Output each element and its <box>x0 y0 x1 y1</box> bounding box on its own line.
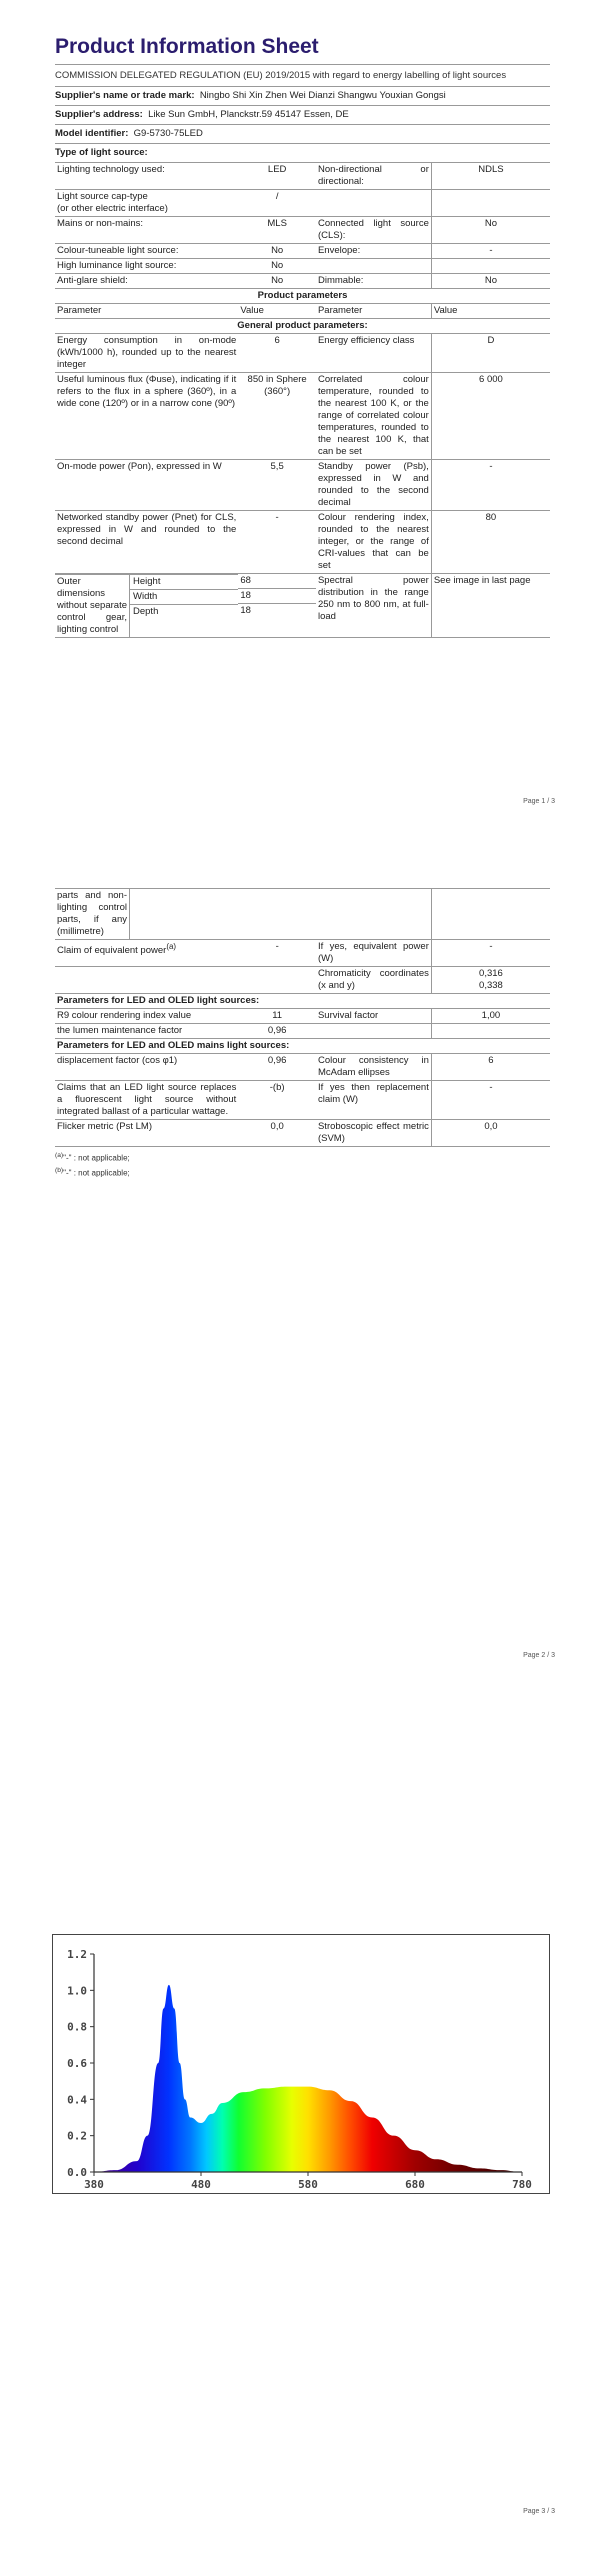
dim-height-label: Height <box>130 575 238 590</box>
y-tick-label: 1.2 <box>67 1948 87 1961</box>
mains-value-2: 0,0 <box>431 1120 550 1147</box>
general-value-2: - <box>431 460 550 511</box>
page2-row <box>55 967 550 994</box>
footnote-b-text: "-" : not applicable; <box>63 1168 130 1178</box>
mains-value: 0,0 <box>238 1120 316 1147</box>
type-table <box>55 162 550 288</box>
dimensions-continued-cell <box>55 889 238 940</box>
page2-value-2: - <box>431 940 550 967</box>
type-parameter-2 <box>316 190 431 217</box>
dim-width-value: 18 <box>238 589 316 604</box>
footnote-a-mark: (a) <box>55 1152 64 1159</box>
header-value-2: Value <box>431 304 550 319</box>
type-parameter: Lighting technology used: <box>55 163 238 190</box>
led-parameter-2: Survival factor <box>316 1009 431 1024</box>
page2-row <box>55 940 550 967</box>
led-value: 11 <box>238 1009 316 1024</box>
type-parameter-2: Dimmable: <box>316 274 431 289</box>
page2-parameter-2: If yes, equivalent power (W) <box>316 940 431 967</box>
page2-parameter <box>55 967 238 994</box>
type-parameter: Anti-glare shield: <box>55 274 238 289</box>
dim-depth-label: Depth <box>133 606 159 617</box>
type-parameter: High luminance light source: <box>55 259 238 274</box>
general-row <box>55 511 550 574</box>
page-number-2: Page 2 / 3 <box>523 1652 555 1659</box>
general-value: 6 <box>238 334 316 373</box>
spectral-power-chart <box>52 1934 550 2194</box>
general-value-2: 80 <box>431 511 550 574</box>
led-parameter: R9 colour rendering index value <box>55 1009 238 1024</box>
page2-parameter-text: Claim of equivalent power <box>57 945 167 957</box>
supplier-name: Ningbo Shi Xin Zhen Wei Dianzi Shangwu Youxian Gongsi <box>199 90 446 101</box>
page2-value: - <box>238 940 316 967</box>
footnote-b <box>55 1165 550 1180</box>
dimensions-label: Outer dimensions without separate control gear, lighting control <box>55 575 130 638</box>
supplier-address: Like Sun GmbH, Planckstr.59 45147 Essen, DE <box>148 109 349 120</box>
dim-width-label: Width <box>130 590 238 605</box>
type-parameter-2: Envelope: <box>316 244 431 259</box>
led-parameter: the lumen maintenance factor <box>55 1024 238 1039</box>
mains-row <box>55 1120 550 1147</box>
mains-value: 0,96 <box>238 1054 316 1081</box>
type-parameter-2 <box>316 259 431 274</box>
regulation-text: COMMISSION DELEGATED REGULATION (EU) 2019/2015 with regard to energy labelling of light sources <box>55 64 550 86</box>
mains-value-2: - <box>431 1081 550 1120</box>
page-2 <box>0 820 603 1670</box>
supplier-address-label: Supplier's address: <box>55 109 143 120</box>
type-row <box>55 244 550 259</box>
type-row <box>55 274 550 289</box>
model-identifier: G9-5730-75LED <box>133 128 203 139</box>
page2-parameter-2: Chromaticity coordinates (x and y) <box>316 967 431 994</box>
x-tick-label: 480 <box>191 2178 211 2191</box>
general-row <box>55 373 550 460</box>
x-tick-label: 680 <box>405 2178 425 2191</box>
type-heading: Type of light source: <box>55 147 148 158</box>
document-title: Product Information Sheet <box>55 35 319 58</box>
y-tick-label: 0.8 <box>67 2020 87 2034</box>
led-parameters-heading: Parameters for LED and OLED light sources: <box>55 994 550 1009</box>
general-row <box>55 334 550 373</box>
type-value-2 <box>431 259 550 274</box>
general-value-2: D <box>431 334 550 373</box>
mains-parameter-2: If yes then replacement claim (W) <box>316 1081 431 1120</box>
mains-parameter: displacement factor (cos φ1) <box>55 1054 238 1081</box>
type-row <box>55 259 550 274</box>
general-parameter: Useful luminous flux (Φuse), indicating if it refers to the flux in a sphere (360º), in a wide cone (120º) or in a narrow cone (90º) <box>55 373 238 460</box>
general-parameter: Networked standby power (Pnet) for CLS, expressed in W and rounded to the second decimal <box>55 511 238 574</box>
spectral-distribution-label: Spectral power distribution in the range 250 nm to 800 nm, at full-load <box>316 574 431 638</box>
header-parameter-2: Parameter <box>316 304 431 319</box>
general-parameters-heading: General product parameters: <box>55 319 550 334</box>
type-parameter-2: Non-directional or directional: <box>316 163 431 190</box>
footnote-a-text: "-" : not applicable; <box>63 1153 130 1163</box>
model-line <box>55 124 550 143</box>
type-value: MLS <box>238 217 316 244</box>
spectral-distribution-value: See image in last page <box>431 574 550 638</box>
type-value-2: NDLS <box>431 163 550 190</box>
general-row <box>55 460 550 511</box>
page-1 <box>0 0 603 820</box>
supplier-name-label: Supplier's name or trade mark: <box>55 90 195 101</box>
page2-value-2: 0,316 0,338 <box>431 967 550 994</box>
page-3 <box>0 1670 603 2560</box>
x-tick-label: 580 <box>298 2178 318 2191</box>
general-value: - <box>238 511 316 574</box>
type-value: No <box>238 259 316 274</box>
general-parameter: Energy consumption in on-mode (kWh/1000 h), rounded up to the nearest integer <box>55 334 238 373</box>
led-row <box>55 1009 550 1024</box>
type-parameter: Mains or non-mains: <box>55 217 238 244</box>
type-parameter: Light source cap-type (or other electric interface) <box>55 190 238 217</box>
info-sheet-page-2 <box>55 888 550 1179</box>
type-value-2: No <box>431 217 550 244</box>
footnotes <box>55 1150 550 1179</box>
general-parameter: On-mode power (Pon), expressed in W <box>55 460 238 511</box>
type-value-2 <box>431 190 550 217</box>
y-tick-label: 0.4 <box>67 2093 87 2107</box>
type-row <box>55 190 550 217</box>
type-heading-line <box>55 143 550 162</box>
page2-value <box>238 967 316 994</box>
model-label: Model identifier: <box>55 128 129 139</box>
page-number-1: Page 1 / 3 <box>523 798 555 805</box>
mains-parameters-heading: Parameters for LED and OLED mains light sources: <box>55 1039 550 1054</box>
mains-parameter-2: Stroboscopic effect metric (SVM) <box>316 1120 431 1147</box>
type-value-2: No <box>431 274 550 289</box>
type-parameter: Colour-tuneable light source: <box>55 244 238 259</box>
info-sheet-page-1 <box>55 0 550 638</box>
dim-depth-value: 18 <box>240 605 251 616</box>
page-number-3: Page 3 / 3 <box>523 2508 555 2515</box>
mains-parameter: Flicker metric (Pst LM) <box>55 1120 238 1147</box>
general-parameter-2: Energy efficiency class <box>316 334 431 373</box>
parameters-table-continued <box>55 888 550 1147</box>
y-tick-label: 0.2 <box>67 2129 87 2143</box>
mains-parameter: Claims that an LED light source replaces a fluorescent light source without integrated ballast of a particular wattage. <box>55 1081 238 1120</box>
general-value-2: 6 000 <box>431 373 550 460</box>
mains-value-2: 6 <box>431 1054 550 1081</box>
parameters-table <box>55 288 550 638</box>
footnote-b-mark: (b) <box>55 1166 64 1174</box>
dimensions-cell <box>55 574 238 638</box>
y-tick-label: 1.0 <box>67 1984 87 1998</box>
mains-parameter-2: Colour consistency in McAdam ellipses <box>316 1054 431 1081</box>
type-row <box>55 163 550 190</box>
general-parameter-2: Colour rendering index, rounded to the nearest integer, or the range of CRI-values that can be set <box>316 511 431 574</box>
led-row <box>55 1024 550 1039</box>
led-value-2 <box>431 1024 550 1039</box>
led-value-2: 1,00 <box>431 1009 550 1024</box>
x-tick-label: 780 <box>512 2178 532 2191</box>
footnote-a <box>55 1150 550 1165</box>
header-value-1: Value <box>238 304 316 319</box>
type-value: / <box>238 190 316 217</box>
led-value: 0,96 <box>238 1024 316 1039</box>
page2-footnote-mark: (a) <box>166 942 176 951</box>
type-value: No <box>238 274 316 289</box>
dimensions-label-continued: parts and non-lighting control parts, if any (millimetre) <box>55 889 130 939</box>
mains-row <box>55 1081 550 1120</box>
x-tick-label: 380 <box>84 2178 104 2191</box>
y-tick-label: 0.0 <box>67 2166 87 2179</box>
mains-value <box>238 1081 316 1120</box>
header-parameter-1: Parameter <box>55 304 238 319</box>
mains-row <box>55 1054 550 1081</box>
type-value: No <box>238 244 316 259</box>
dimensions-values <box>238 574 316 638</box>
supplier-name-line <box>55 86 550 105</box>
general-parameter-2: Standby power (Psb), expressed in W and rounded to the second decimal <box>316 460 431 511</box>
type-row <box>55 217 550 244</box>
product-parameters-heading: Product parameters <box>55 289 550 304</box>
y-tick-label: 0.6 <box>67 2057 87 2070</box>
general-parameter-2: Correlated colour temperature, rounded to the nearest 100 K, or the range of correlated colour temperatures, rounded to the nearest 100 K, that can be set <box>316 373 431 460</box>
mains-value-text: -(b) <box>269 1082 285 1093</box>
dim-height-value: 68 <box>238 574 316 589</box>
type-value: LED <box>238 163 316 190</box>
general-value: 5,5 <box>238 460 316 511</box>
led-parameter-2 <box>316 1024 431 1039</box>
supplier-address-line <box>55 105 550 124</box>
type-value-2: - <box>431 244 550 259</box>
general-value: 850 in Sphere (360°) <box>238 373 316 460</box>
page2-parameter <box>55 940 238 967</box>
type-parameter-2: Connected light source (CLS): <box>316 217 431 244</box>
